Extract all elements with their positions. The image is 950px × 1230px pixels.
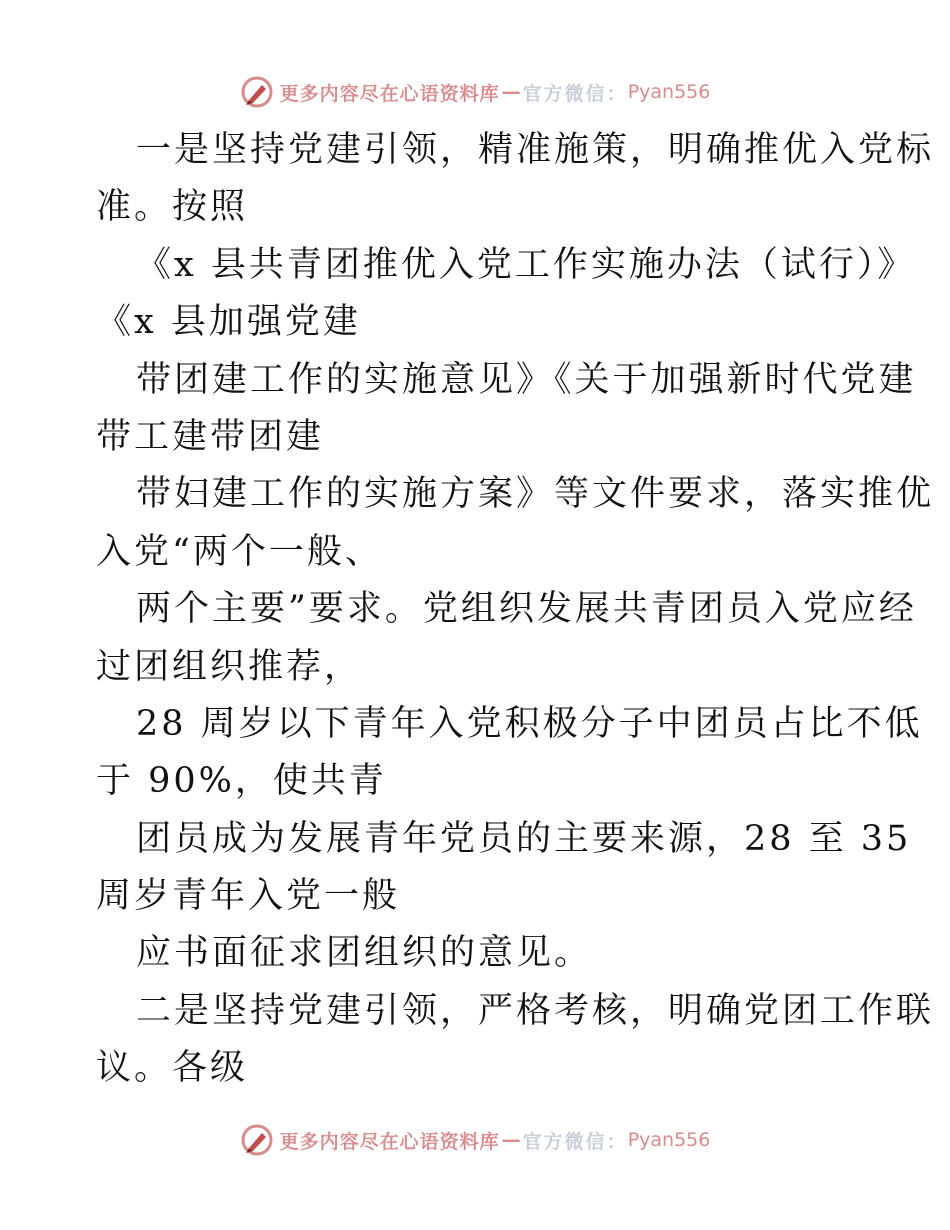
text-line: 准。按照 <box>96 187 249 228</box>
text-line: 周岁青年入党一般 <box>96 876 401 917</box>
text-line: 带团建工作的实施意见》《关于加强新时代党建 <box>136 359 917 400</box>
text-line: 28 周岁以下青年入党积极分子中团员占比不低 <box>136 703 923 744</box>
document-body <box>96 122 935 1098</box>
text-line: 《x 县加强党建 <box>96 302 361 343</box>
text-line: 团员成为发展青年党员的主要来源，28 至 35 <box>136 818 912 859</box>
pen-logo-icon <box>240 75 274 109</box>
watermark-text: 更多内容尽在心语资料库 <box>279 82 500 105</box>
text-line: 过团组织推荐， <box>96 646 363 687</box>
text-line: 带工建带团建 <box>96 416 325 457</box>
watermark-dash: — <box>501 1129 521 1151</box>
text-line: 于 90%，使共青 <box>96 761 387 802</box>
watermark-wechat-label: 官方微信： <box>522 1130 628 1153</box>
text-line: 一是坚持党建引领，精准施策，明确推优入党标 <box>136 130 935 170</box>
watermark-wechat-id: Pyan556 <box>627 1129 711 1151</box>
text-line: 《x 县共青团推优入党工作实施办法（试行）》 <box>136 244 916 285</box>
text-line: 应书面征求团组织的意见。 <box>136 933 593 974</box>
watermark-text: 更多内容尽在心语资料库 <box>279 1130 500 1153</box>
text-line: 二是坚持党建引领，严格考核，明确党团工作联 <box>136 990 935 1031</box>
text-line: 入党“两个一般、 <box>96 531 383 572</box>
watermark-dash: — <box>501 81 521 103</box>
text-line: 两个主要”要求。党组织发展共青团员入党应经 <box>136 589 917 630</box>
watermark-header <box>0 72 950 112</box>
pen-logo-icon <box>240 1123 274 1157</box>
text-line: 议。各级 <box>96 1048 249 1089</box>
watermark-wechat-label: 官方微信： <box>522 82 628 105</box>
text-line: 带妇建工作的实施方案》等文件要求，落实推优 <box>136 474 935 515</box>
watermark-footer <box>0 1120 950 1160</box>
watermark-wechat-id: Pyan556 <box>627 81 711 103</box>
